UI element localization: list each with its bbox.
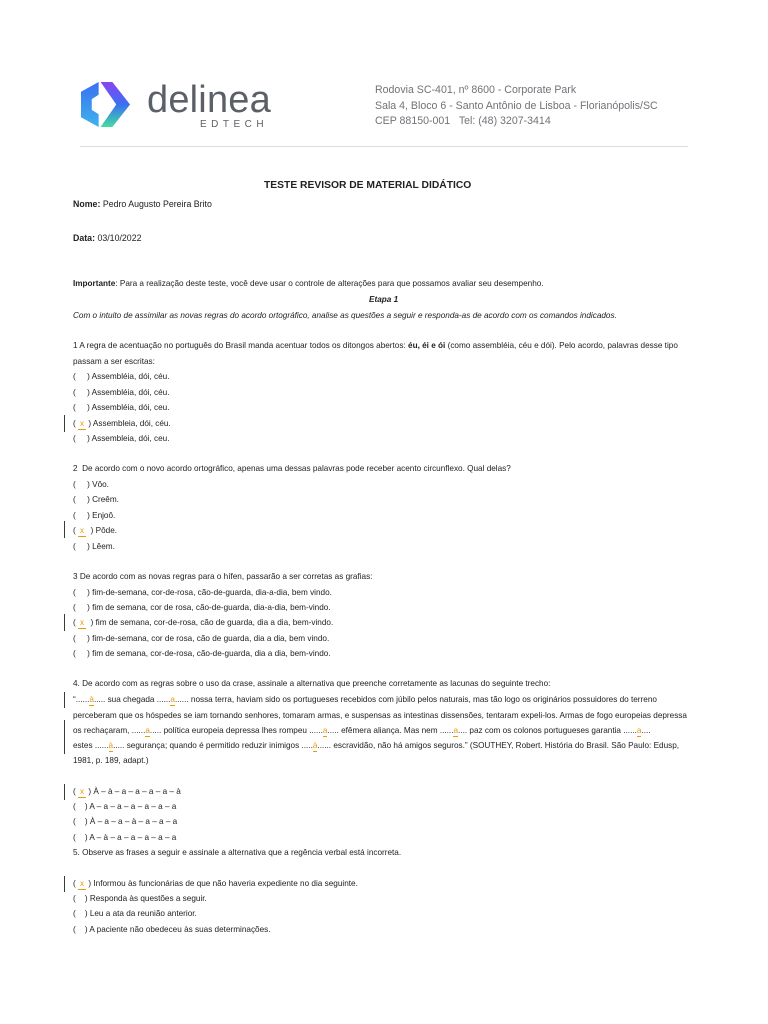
- passage-text: ...... nossa terra, haviam sido os portugueses recebidos com júbilo pelos naturais, mas tão logo os originários possuidores do terreno: [174, 695, 657, 704]
- stage-title: Etapa 1: [369, 295, 399, 304]
- question-3-stem: 3 De acordo com as novas regras para o hífen, passarão a ser corretas as grafias:: [73, 572, 373, 581]
- question-4-option-3: ( ) À – a – a – à – a – a – a: [73, 817, 178, 826]
- passage-text: os rechaçaram, ......: [73, 726, 146, 735]
- name-field: [73, 198, 212, 210]
- date-field: [73, 232, 141, 244]
- passage-fill: a: [636, 726, 642, 735]
- question-5-option-1-selected: [73, 878, 358, 890]
- question-4-option-2: ( ) A – a – a – a – a – a – a: [73, 802, 177, 811]
- change-bar: [64, 521, 65, 538]
- passage-line-1: [73, 694, 657, 706]
- passage-text: ..... política europeia depressa lhes rompeu ......: [149, 726, 323, 735]
- question-2-option-2: ( ) Creêm.: [73, 495, 119, 504]
- important-note: [73, 278, 544, 290]
- change-bar: [64, 415, 65, 432]
- passage-fill: a: [170, 695, 175, 704]
- question-4-option-1-selected: [73, 786, 181, 798]
- date-value: 03/10/2022: [97, 233, 142, 243]
- question-1-stem: [73, 340, 678, 352]
- passage-line-2: perceberam que os hóspedes se iam tornando senhores, tomaram armas, e suspensas as intestinas dissensões, tentaram expeli-los. Armas de fogo europeias depressa: [73, 711, 687, 720]
- option-open: (: [73, 787, 79, 796]
- question-1-option-3: ( ) Assembléia, dói, ceu.: [73, 403, 170, 412]
- option-text: ) fim de semana, cor-de-rosa, cão de guarda, dia a dia, bem-vindo.: [86, 618, 334, 627]
- question-3-option-2: ( ) fim de semana, cor de rosa, cão-de-guarda, dia-a-dia, bem-vindo.: [73, 603, 331, 612]
- passage-fill: à: [108, 741, 114, 750]
- selected-mark: x: [80, 526, 85, 535]
- stem-bold-text: éu, éi e ói: [408, 341, 446, 350]
- change-bar: [64, 692, 65, 708]
- passage-text: ..... segurança; quando é permitido reduzir inimigos .....: [113, 741, 313, 750]
- question-3-option-3-selected: [73, 617, 333, 629]
- name-label: Nome:: [73, 199, 101, 209]
- option-open: (: [73, 526, 79, 535]
- question-5-option-4: ( ) A paciente não obedeceu às suas determinações.: [73, 925, 271, 934]
- address-line-room: Sala 4, Bloco 6 - Santo Antônio de Lisboa - Florianópolis/SC: [375, 100, 658, 112]
- passage-text: estes ......: [73, 741, 109, 750]
- passage-fill: à: [312, 741, 318, 750]
- passage-text: ....: [641, 726, 651, 735]
- option-open: (: [73, 419, 79, 428]
- question-4-stem: 4. De acordo com as regras sobre o uso da crase, assinale a alternativa que preenche corretamente as lacunas do seguinte trecho:: [73, 679, 551, 688]
- logo-wordmark: delinea: [147, 79, 271, 121]
- address-line-street: Rodovia SC-401, nº 8600 - Corporate Park: [375, 84, 577, 96]
- passage-fill: a: [145, 726, 150, 735]
- passage-fill: a: [322, 726, 328, 735]
- passage-text: ...... escravidão, não há amigos seguros.” (SOUTHEY, Robert. História do Brasil. São Paulo: Edusp,: [317, 741, 680, 750]
- stem-text: 1 A regra de acentuação no português do Brasil manda acentuar todos os ditongos abertos:: [73, 341, 409, 350]
- question-2-option-4-selected: [73, 525, 117, 537]
- change-bar: [64, 876, 65, 892]
- question-1-option-5: ( ) Assembleia, dói, ceu.: [73, 434, 170, 443]
- question-5-option-3: ( ) Leu a ata da reunião anterior.: [73, 909, 197, 918]
- option-text: ) À – à – a – a – a – a – à: [86, 787, 181, 796]
- change-bar: [64, 614, 65, 631]
- question-1-option-1: ( ) Assembléia, dói, céu.: [73, 372, 170, 381]
- address-line-contact: CEP 88150-001 Tel: (48) 3207-3414: [375, 115, 551, 127]
- selected-mark: x: [80, 879, 85, 888]
- selected-mark: x: [80, 419, 85, 428]
- question-4-option-4: ( ) A – à – a – a – a – a – a: [73, 833, 177, 842]
- date-label: Data:: [73, 233, 95, 243]
- passage-text: ..... efêmera aliança. Mas nem ......: [327, 726, 454, 735]
- change-bar: [64, 720, 65, 754]
- question-1-stem-continued: passam a ser escritas:: [73, 357, 155, 366]
- document-title: TESTE REVISOR DE MATERIAL DIDÁTICO: [264, 180, 472, 191]
- question-3-option-4: ( ) fim-de-semana, cor de rosa, cão de guarda, dia a dia, bem vindo.: [73, 634, 330, 643]
- question-2-stem: 2 De acordo com o novo acordo ortográfico, apenas uma dessas palavras pode receber acento circunflexo. Qual delas?: [73, 464, 511, 473]
- passage-fill: à: [89, 695, 94, 704]
- important-text: : Para a realização deste teste, você deve usar o controle de alterações para que possamos avaliar seu desempenho.: [115, 279, 544, 288]
- question-2-option-5: ( ) Lêem.: [73, 542, 115, 551]
- option-text: ) Assembleia, dói, céu.: [86, 419, 171, 428]
- header-divider: [80, 146, 688, 147]
- question-1-option-2: ( ) Assembléia, dói, céu.: [73, 388, 170, 397]
- stage-instruction: Com o intuito de assimilar as novas regras do acordo ortográfico, analise as questões a seguir e responda-as de acordo com os comandos indicados.: [73, 311, 617, 320]
- name-value: Pedro Augusto Pereira Brito: [102, 199, 212, 209]
- selected-mark: x: [80, 618, 85, 627]
- question-2-option-3: ( ) Enjoô.: [73, 511, 116, 520]
- change-bar: [64, 784, 65, 800]
- question-3-option-5: ( ) fim de semana, cor-de-rosa, cão-de-guarda, dia a dia, bem-vindo.: [73, 649, 331, 658]
- question-2-option-1: ( ) Vôo.: [73, 480, 109, 489]
- option-text: ) Informou às funcionárias de que não haveria expediente no dia seguinte.: [86, 879, 358, 888]
- passage-line-4: [73, 740, 679, 752]
- option-open: (: [73, 879, 79, 888]
- passage-text: “......: [73, 695, 90, 704]
- logo-tagline: EDTECH: [200, 119, 269, 130]
- question-5-stem: 5. Observe as frases a seguir e assinale a alternativa que a regência verbal está incorreta.: [73, 848, 402, 857]
- passage-line-3: [73, 725, 651, 737]
- delinea-logo-icon: [80, 78, 131, 131]
- option-text: ) Pôde.: [86, 526, 118, 535]
- question-1-option-4-selected: [73, 418, 171, 430]
- passage-line-5: 1981, p. 189, adapt.): [73, 756, 149, 765]
- stem-text: (como assembléia, céu e dói). Pelo acordo, palavras desse tipo: [445, 341, 678, 350]
- important-label: Importante: [73, 279, 116, 288]
- question-3-option-1: ( ) fim-de-semana, cor-de-rosa, cão-de-guarda, dia-a-dia, bem vindo.: [73, 588, 332, 597]
- selected-mark: x: [80, 787, 85, 796]
- passage-text: .... paz com os colonos portugueses garantia ......: [458, 726, 637, 735]
- option-open: (: [73, 618, 79, 627]
- passage-fill: a: [453, 726, 459, 735]
- question-5-option-2: ( ) Responda às questões a seguir.: [73, 894, 207, 903]
- passage-text: ..... sua chegada ......: [93, 695, 171, 704]
